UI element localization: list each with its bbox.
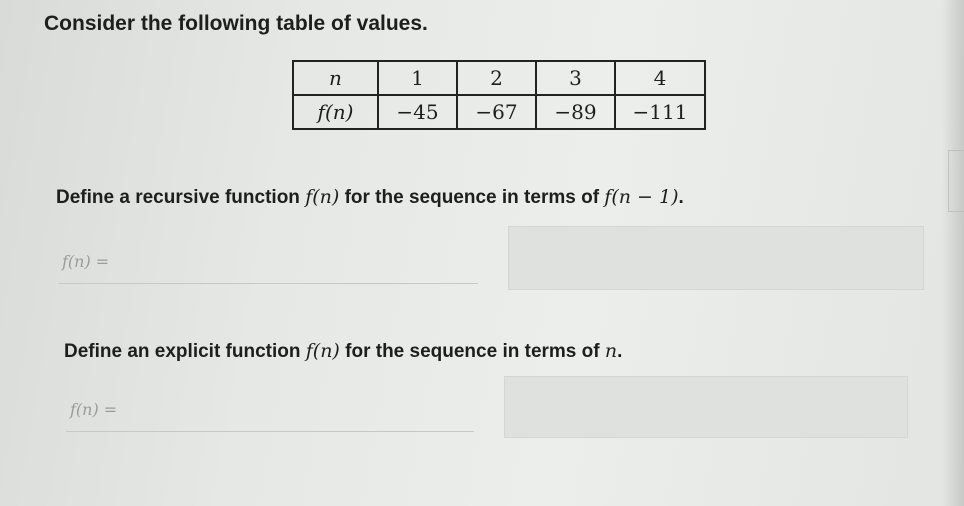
math-expression: n — [604, 340, 618, 362]
answer-label-explicit: f(n) = — [70, 400, 118, 419]
question-text: Define an explicit function — [64, 341, 306, 362]
table-cell: −111 — [615, 95, 705, 129]
table-cell: −67 — [457, 95, 536, 129]
answer-input-explicit[interactable] — [504, 376, 908, 438]
table-cell: −45 — [378, 95, 457, 129]
question-text: for the sequence in terms of — [339, 341, 605, 362]
values-table — [292, 60, 706, 130]
intro-text: Consider the following table of values. — [44, 12, 428, 35]
question-recursive — [56, 186, 684, 209]
table-cell: −89 — [536, 95, 615, 129]
math-expression: f(n) — [305, 340, 340, 362]
answer-input-recursive[interactable] — [508, 226, 924, 290]
table-cell: n — [293, 61, 378, 95]
question-text: . — [678, 187, 684, 208]
table-header-row — [293, 61, 705, 95]
table-row — [293, 95, 705, 129]
math-expression: f(n − 1) — [604, 186, 679, 208]
question-text: Define a recursive function — [56, 187, 306, 208]
answer-label-recursive: f(n) = — [62, 252, 110, 271]
table-cell: 1 — [378, 61, 457, 95]
table-cell: f(n) — [293, 95, 378, 129]
divider — [58, 283, 478, 284]
question-explicit — [64, 340, 622, 363]
page-edge-shadow — [942, 0, 964, 506]
math-expression: f(n) — [305, 186, 340, 208]
question-text: for the sequence in terms of — [339, 187, 605, 208]
table-cell: 3 — [536, 61, 615, 95]
question-text: . — [617, 341, 623, 362]
divider — [66, 431, 474, 432]
table-cell: 2 — [457, 61, 536, 95]
table-cell: 4 — [615, 61, 705, 95]
